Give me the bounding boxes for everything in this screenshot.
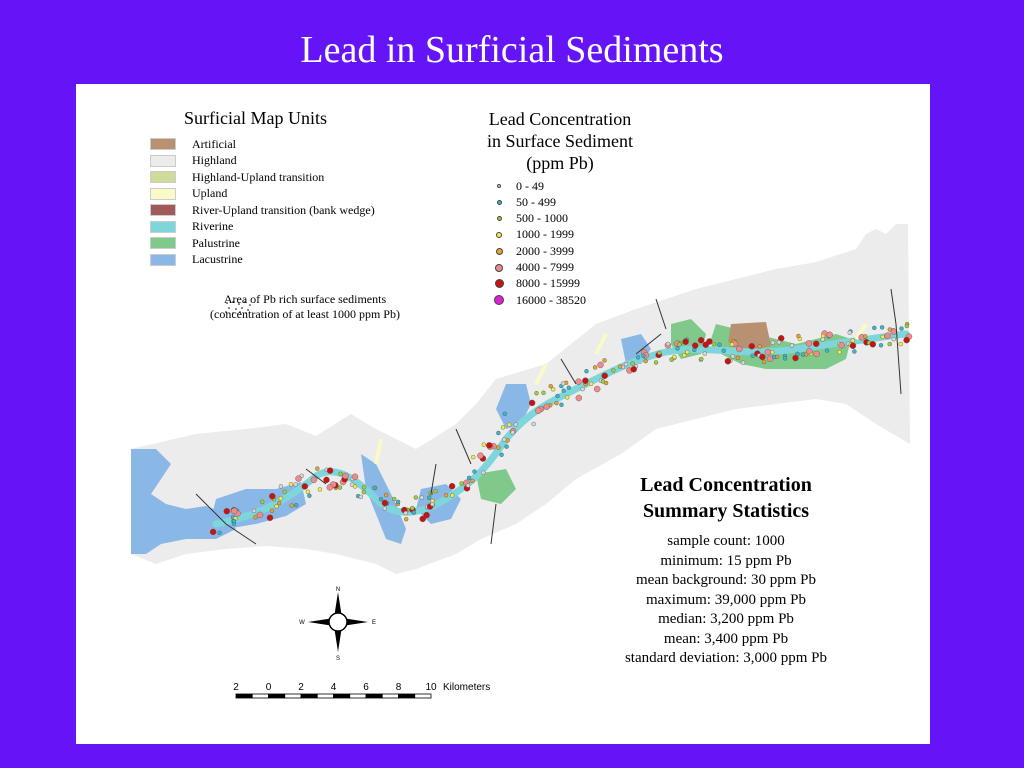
sample-point xyxy=(839,342,845,348)
sample-point xyxy=(560,403,564,407)
summary-stat-line: minimum: 15 ppm Pb xyxy=(660,552,792,569)
concentration-dot-icon xyxy=(497,216,502,221)
sample-point xyxy=(383,507,387,511)
map-unit-row xyxy=(150,219,233,235)
sample-point xyxy=(514,423,518,427)
sample-point xyxy=(529,400,535,406)
sample-point xyxy=(294,482,298,486)
conc-title-line1: Lead Concentration xyxy=(488,109,632,129)
sample-point xyxy=(505,445,509,449)
sample-point xyxy=(362,490,366,494)
sample-point xyxy=(410,506,414,510)
sample-point xyxy=(905,324,909,328)
sample-point xyxy=(311,477,317,483)
sample-point xyxy=(848,331,852,335)
map-units-title: Surficial Map Units xyxy=(184,108,327,128)
sample-point xyxy=(429,491,433,495)
concentration-legend-title xyxy=(470,108,650,174)
concentration-dot-icon xyxy=(495,279,504,288)
map-unit-label: Lacustrine xyxy=(192,252,243,266)
sample-point xyxy=(339,472,343,476)
sample-point xyxy=(565,395,569,399)
sample-point xyxy=(269,493,275,499)
sample-point xyxy=(712,342,716,346)
sample-point xyxy=(851,339,855,343)
sample-point xyxy=(602,373,608,379)
sample-point xyxy=(267,515,273,521)
sample-point xyxy=(758,345,762,349)
sample-point xyxy=(306,490,310,494)
sample-point xyxy=(270,509,274,513)
sample-point xyxy=(852,350,856,354)
concentration-dot-icon xyxy=(497,200,502,205)
scale-segment xyxy=(415,694,431,698)
scale-segment xyxy=(317,694,333,698)
sample-point xyxy=(372,486,376,490)
sample-point xyxy=(283,490,287,494)
map-unit-swatch xyxy=(150,204,176,216)
concentration-label: 4000 - 7999 xyxy=(516,260,574,274)
concentration-dot-icon xyxy=(496,248,503,255)
sample-point xyxy=(460,482,464,486)
concentration-row xyxy=(494,292,586,308)
scale-segment xyxy=(269,694,285,698)
sample-point xyxy=(555,401,559,405)
compass-e: E xyxy=(371,620,377,626)
conc-title-line3: (ppm Pb) xyxy=(526,153,594,173)
sample-point xyxy=(880,325,884,329)
concentration-label: 500 - 1000 xyxy=(516,211,568,226)
sample-point xyxy=(481,471,485,475)
sample-point xyxy=(641,354,645,358)
sample-point xyxy=(672,355,676,359)
sample-point xyxy=(892,337,896,341)
pb-area-label xyxy=(185,292,425,322)
map-unit-label: Upland xyxy=(192,186,228,200)
summary-stat-line: mean: 3,400 ppm Pb xyxy=(663,630,789,647)
sample-point xyxy=(765,349,771,355)
sample-point xyxy=(296,476,302,482)
sample-point xyxy=(412,511,416,515)
sample-point xyxy=(657,351,661,355)
sample-point xyxy=(790,344,794,348)
sample-point xyxy=(327,468,333,474)
sample-point xyxy=(289,482,293,486)
sample-point xyxy=(814,351,820,357)
sample-point xyxy=(677,343,681,347)
sample-point xyxy=(503,412,507,416)
scale-tick-label: 4 xyxy=(330,682,337,693)
sample-point xyxy=(224,508,230,514)
map-unit-row xyxy=(150,202,375,218)
sample-point xyxy=(549,384,553,388)
sample-point xyxy=(307,494,311,498)
concentration-row xyxy=(494,243,574,259)
sample-point xyxy=(850,343,856,349)
sample-point xyxy=(486,442,492,448)
scale-tick-label: 6 xyxy=(363,682,369,693)
sample-point xyxy=(654,361,658,365)
sample-point xyxy=(762,360,766,364)
map-unit-label: Highland-Upland transition xyxy=(192,169,325,184)
summary-stat-line: maximum: 39,000 ppm Pb xyxy=(645,591,806,608)
sample-point xyxy=(502,438,506,442)
map-unit-row xyxy=(150,136,236,152)
slide-title: Lead in Surficial Sediments xyxy=(300,29,724,71)
sample-point xyxy=(404,511,408,515)
sample-point xyxy=(477,453,483,459)
sample-point xyxy=(362,485,366,489)
concentration-row xyxy=(494,227,574,243)
scale-segment xyxy=(334,694,350,698)
sample-point xyxy=(260,500,264,504)
scale-segment xyxy=(366,694,382,698)
sample-point xyxy=(783,356,787,360)
sample-point xyxy=(444,493,448,497)
map-unit-swatch xyxy=(150,254,176,266)
sample-point xyxy=(885,333,891,339)
sample-point xyxy=(666,342,670,346)
sample-point xyxy=(511,431,515,435)
summary-title-line2: Summary Statistics xyxy=(642,500,810,522)
scale-segment xyxy=(301,694,317,698)
sample-point xyxy=(725,358,731,364)
map-unit-label: Highland xyxy=(192,153,237,167)
sample-point xyxy=(888,342,892,346)
sample-point xyxy=(302,483,308,489)
concentration-label: 8000 - 15999 xyxy=(516,276,580,291)
concentration-label: 2000 - 3999 xyxy=(516,243,574,258)
sample-point xyxy=(496,431,500,435)
summary-stat-line: median: 3,200 ppm Pb xyxy=(658,611,794,627)
sample-point xyxy=(703,352,707,356)
scale-segment xyxy=(382,694,398,698)
sample-point xyxy=(603,358,607,362)
concentration-row xyxy=(494,194,556,210)
sample-point xyxy=(676,347,680,351)
sample-point xyxy=(717,343,721,347)
sample-point xyxy=(430,499,434,503)
summary-stat-line: standard deviation: 3,000 ppm Pb xyxy=(624,650,828,666)
conc-title-line2: in Surface Sediment xyxy=(487,131,633,151)
sample-point xyxy=(434,489,438,493)
sample-point xyxy=(899,342,903,346)
summary-statistics xyxy=(596,472,856,669)
sample-point xyxy=(722,349,726,353)
sample-point xyxy=(601,380,605,384)
sample-point xyxy=(749,343,755,349)
sample-point xyxy=(631,366,637,372)
scale-tick-label: 10 xyxy=(425,682,437,693)
concentration-row xyxy=(494,260,574,276)
concentration-row xyxy=(494,276,580,292)
sample-point xyxy=(888,328,892,332)
map-unit-swatch xyxy=(150,237,176,249)
scale-segment xyxy=(350,694,366,698)
sample-point xyxy=(382,500,388,506)
sample-point xyxy=(404,517,408,521)
sample-point xyxy=(741,361,745,365)
sample-point xyxy=(318,487,322,491)
sample-point xyxy=(338,486,342,490)
scale-segment xyxy=(285,694,301,698)
sample-point xyxy=(427,496,431,500)
concentration-label: 16000 - 38520 xyxy=(516,292,586,307)
sample-point xyxy=(827,332,833,338)
sample-point xyxy=(593,365,597,369)
scale-tick-label: 8 xyxy=(395,682,402,693)
scale-segment xyxy=(252,694,268,698)
map-unit-row xyxy=(150,252,243,268)
map-unit-row xyxy=(150,169,324,185)
sample-point xyxy=(420,496,424,500)
scale-bar xyxy=(226,680,516,710)
concentration-row xyxy=(494,178,544,194)
compass-n: N xyxy=(335,587,341,593)
sample-point xyxy=(801,353,805,357)
sample-point xyxy=(482,443,486,447)
sample-point xyxy=(257,512,263,518)
sample-point xyxy=(685,350,689,354)
scale-tick-label: 0 xyxy=(265,682,272,693)
sample-point xyxy=(806,348,812,354)
sample-point xyxy=(904,337,910,343)
concentration-dot-icon xyxy=(497,184,501,188)
sample-point xyxy=(698,337,704,343)
sample-point xyxy=(825,349,829,353)
sample-point xyxy=(414,496,418,500)
scale-tick-label: 2 xyxy=(233,682,239,693)
compass-rose-icon xyxy=(298,584,378,660)
sample-point xyxy=(589,382,593,386)
sample-point xyxy=(379,497,383,501)
sample-point xyxy=(581,387,585,391)
sample-point xyxy=(879,343,883,347)
sample-point xyxy=(731,354,735,358)
sample-point xyxy=(277,501,281,505)
sample-point xyxy=(556,394,560,398)
summary-title-line1: Lead Concentration xyxy=(640,474,812,496)
sample-point xyxy=(772,355,776,359)
map-unit-label: Palustrine xyxy=(192,235,240,250)
concentration-dot-icon xyxy=(495,264,503,272)
sample-point xyxy=(327,484,333,490)
sample-point xyxy=(594,386,600,392)
map-unit-swatch xyxy=(150,221,176,233)
sample-point xyxy=(759,354,765,360)
summary-stat-line: sample count: 1000 xyxy=(667,533,785,549)
compass-w: W xyxy=(299,620,305,626)
sample-point xyxy=(471,479,475,483)
sample-point xyxy=(384,493,388,497)
map-unit-row xyxy=(150,153,237,169)
sample-point xyxy=(806,340,812,346)
concentration-legend xyxy=(480,108,660,307)
concentration-label: 50 - 499 xyxy=(516,194,556,209)
summary-stat-line: mean background: 30 ppm Pb xyxy=(636,572,816,588)
sample-point xyxy=(585,369,589,373)
sample-point xyxy=(636,355,640,359)
sample-point xyxy=(359,495,363,499)
sample-point xyxy=(507,423,511,427)
sample-point xyxy=(392,497,396,501)
map-unit-swatch xyxy=(150,188,176,200)
sample-point xyxy=(294,503,298,507)
sample-point xyxy=(561,382,565,386)
map-unit-label: Artificial xyxy=(192,136,236,151)
sample-point xyxy=(881,335,885,339)
sample-point xyxy=(279,496,283,500)
map-unit-swatch xyxy=(150,138,176,150)
sample-point xyxy=(532,422,536,426)
concentration-dot-icon xyxy=(496,232,502,238)
map-unit-row xyxy=(150,235,240,251)
sample-point xyxy=(777,340,781,344)
map-unit-swatch xyxy=(150,171,176,183)
sample-point xyxy=(449,483,455,489)
sample-point xyxy=(872,326,876,330)
sample-point xyxy=(544,404,550,410)
compass-s: S xyxy=(335,656,341,660)
sample-point xyxy=(611,369,615,373)
sample-point xyxy=(624,362,628,366)
sample-point xyxy=(837,350,841,354)
sample-point xyxy=(420,516,426,522)
sample-point xyxy=(736,356,740,360)
concentration-row xyxy=(494,211,568,227)
sample-point xyxy=(352,474,358,480)
pb-area-line1: Area of Pb rich surface sediments xyxy=(223,292,387,306)
sample-point xyxy=(467,476,471,480)
sample-point xyxy=(796,352,800,356)
sample-point xyxy=(343,473,349,479)
concentration-dot-icon xyxy=(494,295,504,305)
sample-point xyxy=(683,339,689,345)
sample-point xyxy=(315,467,319,471)
sample-point xyxy=(567,386,571,390)
sample-point xyxy=(644,359,648,363)
sample-point xyxy=(290,504,294,508)
scale-tick-label: 2 xyxy=(298,682,304,693)
sample-point xyxy=(466,484,470,488)
sample-point xyxy=(324,477,330,483)
sample-point xyxy=(231,508,237,514)
scale-unit-label: Kilometers xyxy=(443,682,491,693)
sample-point xyxy=(562,389,566,393)
sample-point xyxy=(535,408,541,414)
sample-point xyxy=(210,529,216,535)
sample-point xyxy=(821,337,825,341)
sample-point xyxy=(736,346,742,352)
sample-point xyxy=(450,494,454,498)
scale-segment xyxy=(236,694,252,698)
concentration-label: 0 - 49 xyxy=(516,178,544,193)
sample-point xyxy=(682,353,686,357)
sample-point xyxy=(473,470,477,474)
sample-point xyxy=(279,484,283,488)
sample-point xyxy=(232,519,236,523)
sample-point xyxy=(542,391,546,395)
sample-point xyxy=(471,455,475,459)
sample-point xyxy=(863,334,867,338)
map-panel xyxy=(76,84,930,744)
scale-segment xyxy=(399,694,415,698)
sample-point xyxy=(699,357,703,361)
sample-point xyxy=(730,342,734,346)
map-unit-label: Riverine xyxy=(192,219,234,233)
sample-point xyxy=(500,453,504,457)
sample-point xyxy=(535,391,539,395)
sample-point xyxy=(618,365,622,369)
sample-point xyxy=(796,334,800,338)
sample-point xyxy=(900,327,904,331)
sample-point xyxy=(751,354,755,358)
map-unit-swatch xyxy=(150,155,176,167)
sample-point xyxy=(870,341,876,347)
sample-point xyxy=(692,343,698,349)
sample-point xyxy=(771,341,775,345)
sample-point xyxy=(501,425,505,429)
concentration-label: 1000 - 1999 xyxy=(516,227,574,242)
sample-point xyxy=(350,483,354,487)
sample-point xyxy=(396,500,400,504)
sample-point xyxy=(218,531,222,535)
sample-point xyxy=(631,362,635,366)
sample-point xyxy=(703,342,709,348)
sample-point xyxy=(813,341,819,347)
sample-point xyxy=(252,509,256,513)
sample-point xyxy=(576,395,582,401)
map-unit-row xyxy=(150,186,227,202)
map-unit-label: River-Upland transition (bank wedge) xyxy=(192,202,375,217)
sample-point xyxy=(496,446,500,450)
sample-point xyxy=(582,378,588,384)
pb-area-line2: (concentration of at least 1000 ppm Pb) xyxy=(210,307,400,321)
sample-point xyxy=(598,362,604,368)
